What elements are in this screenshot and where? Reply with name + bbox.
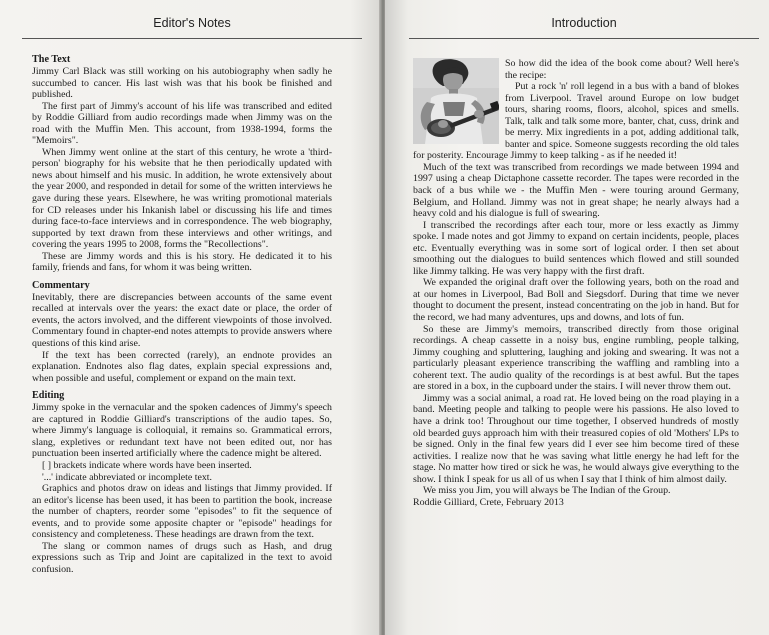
paragraph: When Jimmy went online at the start of this century, he wrote a 'third-person' biography for his website that he then periodically updated with news about himself and his music. In addition, he wrote extensively about the year 2000, and responded in detail for some of the written interviews he gave during these years. Elsewhere, he was writing promotional materials for CD releases under his Inkanish label or discussing his life and times during face-to-face interviews and in correspondence. The web biography, supported by text drawn from these interviews and other writings, and covering the years 1995 to 2008, forms the "Recollections". <box>32 146 332 251</box>
page-header: Editor's Notes <box>153 16 231 30</box>
header-rule <box>409 38 759 39</box>
paragraph: I transcribed the recordings after each tour, more or less exactly as Jimmy spoke. I made notes and got Jimmy to expand on certain incidents, people, places etc. Eventually everything was in some sort of logical order. I then set about smoothing out the dialogues to build sentences which flowed and still sounded like Jimmy talking. He was very happy with the first draft. <box>413 219 739 277</box>
paragraph: The first part of Jimmy's account of his life was transcribed and edited by Roddie Gilliard from audio recordings made when Jimmy was on the road with the Muffin Men. This account, from 1938-1994, forms the "Memoirs". <box>32 100 332 147</box>
signature: Roddie Gilliard, Crete, February 2013 <box>413 496 564 508</box>
guitarist-photo <box>413 58 499 144</box>
paragraph: Much of the text was transcribed from recordings we made between 1994 and 1997 using a cheap Dictaphone cassette recorder. The tapes were recorded in the back of a bus while we - the Muffin Men - were touring around Germany, Belgium, and Holland. Jimmy was not in great shape; he nearly always had a heavy cold and his dialogue is full of swearing. <box>413 161 739 220</box>
paragraph: We miss you Jim, you will always be The Indian of the Group. <box>423 485 671 497</box>
section-heading: Commentary <box>32 279 90 291</box>
page-body <box>413 58 739 508</box>
paragraph: These are Jimmy words and this is his story. He dedicated it to his family, friends and fans, for whom it was being written. <box>32 250 332 274</box>
right-page <box>385 0 769 635</box>
paragraph: The slang or common names of drugs such as Hash, and drug expressions such as Trip and Joint are capitalized in the text to avoid confusion. <box>32 540 332 575</box>
page-body <box>32 54 332 575</box>
section-heading: Editing <box>32 390 65 402</box>
paragraph: We expanded the original draft over the following years, both on the road and at our homes in Liverpool, Bad Boll and Siegsdorf. During that time we never thought to document the present, instead concentrating on the job in hand. But for the record, we had many adventures, ups and downs, and lots of fun. <box>413 277 739 324</box>
left-page <box>0 0 381 635</box>
header-rule <box>22 38 362 39</box>
paragraph: Put a rock 'n' roll legend in a bus with a band of blokes from Liverpool. Travel around Europe on low budget tours, sharing rooms, floors, alcohol, spices and smells. Talk, talk and talk some more, banter, chat, cuss, drink and be merry. Mix ingredients in a pot, adding additional talk, banter and spice. Someone suggests recording the old tales for posterity. Encourage Jimmy to keep talking - as if he needed it! <box>413 81 739 162</box>
paragraph: So these are Jimmy's memoirs, transcribed directly from those original recordings. A cheap cassette in a noisy bus, engine rumbling, people talking, Jimmy coughing and spluttering, laughing and joking and swearing. It was not a particularly pleasant experience transcribing the waffling and rambling into a coherent text. The audio quality of the recordings is at best awful. But the tapes are stored in a box, in the cupboard under the stairs. I will never throw them out. <box>413 323 739 393</box>
paragraph: [ ] brackets indicate where words have been inserted. <box>42 459 252 471</box>
paragraph: Jimmy spoke in the vernacular and the spoken cadences of Jimmy's speech are captured in Roddie Gilliard's transcriptions of the audio tapes. So, where Jimmy's language is colloquial, it remains so. Grammatical errors, slang, expletives or redundant text have not been edited out, nor has punctuation been inserted artificially where the cadence might be altered. <box>32 402 332 460</box>
paragraph: Inevitably, there are discrepancies between accounts of the same event recalled at intervals over the years: the exact date or place, the order of events, the actors involved, and the different viewpoints of those involved. Commentary found in chapter-end notes attempts to provide answers where questions of this kind arise. <box>32 291 332 350</box>
paragraph: '...' indicate abbreviated or incomplete text. <box>42 471 212 483</box>
page-header: Introduction <box>551 16 617 30</box>
paragraph: So how did the idea of the book come about? Well here's the recipe: <box>505 58 739 81</box>
section-heading: The Text <box>32 54 71 65</box>
paragraph: Jimmy was a social animal, a road rat. He loved being on the road playing in a band. Meeting people and talking to people were his passions. He also loved to have a drink too! Throughout our time together, I observed hundreds of mostly old bearded guys approach him with their treasured copies of old 'Mothers' LPs to be signed. Only in the final few years did I ever see him become tired of these activities. I realize now that he was saving what little energy he had left for the stage. No matter how tired or sick he was, he would always give everything to the show. I think I speak for us all of us when I say that I think of him almost daily. <box>413 392 739 485</box>
paragraph: Graphics and photos draw on ideas and listings that Jimmy provided. If an editor's license has been used, it has been to partition the book, increase the number of chapters, reorder some "episodes" to fit the sequence of events, and to provide some apposite chapter or "episode" headings for consistency and completeness. These headings are drawn from the text. <box>32 483 332 541</box>
paragraph: Jimmy Carl Black was still working on his autobiography when sadly he succumbed to cancer. His last wish was that his book be finished and published. <box>32 66 332 101</box>
guitarist-photo-image <box>413 58 499 144</box>
paragraph: If the text has been corrected (rarely), an endnote provides an explanation. Endnotes also flag dates, explain special expressions and, when possible and useful, complement or expand on the main text. <box>32 349 332 384</box>
